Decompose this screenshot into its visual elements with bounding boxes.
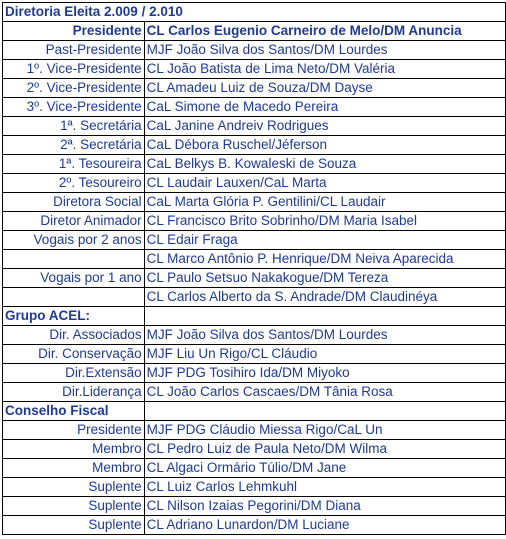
fiscal-row [3, 478, 506, 497]
name-cell: MJF PDG Cláudio Miessa Rigo/CaL Un [144, 421, 505, 440]
role-cell: 1ª. Secretária [3, 117, 145, 136]
name-cell: CL Luiz Carlos Lehmkuhl [144, 478, 505, 497]
empty-role-cell [3, 250, 145, 269]
role-cell: Vogais por 2 anos [3, 231, 145, 250]
role-cell: Dir.Liderança [3, 383, 145, 402]
role-cell: Suplente [3, 478, 145, 497]
board-row [3, 41, 506, 60]
empty-role-cell [3, 288, 145, 307]
name-cell: CL Marco Antônio P. Henrique/DM Neiva Aparecida [144, 250, 505, 269]
acel-row [3, 345, 506, 364]
name-cell: MJF PDG Tosihiro Ida/DM Miyoko [144, 364, 505, 383]
name-cell: CL Pedro Luiz de Paula Neto/DM Wilma [144, 440, 505, 459]
role-cell: 1ª. Tesoureira [3, 155, 145, 174]
board-row [3, 212, 506, 231]
empty-name-cell [144, 307, 505, 326]
board-row [3, 117, 506, 136]
name-cell: CaL Débora Ruschel/Jéferson [144, 136, 505, 155]
board-row [3, 98, 506, 117]
board-row [3, 22, 506, 41]
name-cell: CL Algaci Ormário Túlio/DM Jane [144, 459, 505, 478]
role-cell: Dir.Extensão [3, 364, 145, 383]
role-cell: 3º. Vice-Presidente [3, 98, 145, 117]
name-cell: CL Francisco Brito Sobrinho/DM Maria Isabel [144, 212, 505, 231]
vogais-2-row [3, 231, 506, 250]
fiscal-row [3, 459, 506, 478]
role-cell: Dir. Associados [3, 326, 145, 345]
role-cell: Dir. Conservação [3, 345, 145, 364]
role-cell: Suplente [3, 516, 145, 535]
name-cell: CaL Belkys B. Kowaleski de Souza [144, 155, 505, 174]
name-cell: MJF João Silva dos Santos/DM Lourdes [144, 41, 505, 60]
role-cell: Suplente [3, 497, 145, 516]
name-cell: CL Amadeu Luiz de Souza/DM Dayse [144, 79, 505, 98]
role-cell: 1º. Vice-Presidente [3, 60, 145, 79]
role-cell: Membro [3, 440, 145, 459]
board-row [3, 136, 506, 155]
vogais-1-row [3, 288, 506, 307]
acel-row [3, 383, 506, 402]
vogais-2-row [3, 250, 506, 269]
vogais-1-row [3, 269, 506, 288]
board-row [3, 79, 506, 98]
fiscal-row [3, 516, 506, 535]
role-cell: 2º. Tesoureiro [3, 174, 145, 193]
fiscal-row [3, 440, 506, 459]
role-cell: Diretor Animador [3, 212, 145, 231]
fiscal-heading-row [3, 402, 506, 421]
role-cell: 2ª. Secretária [3, 136, 145, 155]
name-cell: CL João Carlos Cascaes/DM Tânia Rosa [144, 383, 505, 402]
board-table-body [3, 3, 506, 535]
role-cell: Presidente [3, 421, 145, 440]
name-cell: CL Nilson Izaias Pegorini/DM Diana [144, 497, 505, 516]
name-cell: CL Adriano Lunardon/DM Luciane [144, 516, 505, 535]
fiscal-row [3, 421, 506, 440]
name-cell: CL Carlos Eugenio Carneiro de Melo/DM Anuncia [144, 22, 505, 41]
title-row [3, 3, 506, 22]
section-heading: Grupo ACEL: [3, 307, 145, 326]
name-cell: CL Paulo Setsuo Nakakogue/DM Tereza [144, 269, 505, 288]
name-cell: CaL Janine Andreiv Rodrigues [144, 117, 505, 136]
empty-name-cell [144, 402, 505, 421]
sheet-title: Diretoria Eleita 2.009 / 2.010 [3, 3, 506, 22]
name-cell: MJF João Silva dos Santos/DM Lourdes [144, 326, 505, 345]
fiscal-row [3, 497, 506, 516]
board-row [3, 155, 506, 174]
role-cell: Membro [3, 459, 145, 478]
board-row [3, 174, 506, 193]
name-cell: MJF Liu Un Rigo/CL Cláudio [144, 345, 505, 364]
acel-heading-row [3, 307, 506, 326]
role-cell: Past-Presidente [3, 41, 145, 60]
board-row [3, 60, 506, 79]
role-cell: Diretora Social [3, 193, 145, 212]
role-cell: Vogais por 1 ano [3, 269, 145, 288]
role-cell: Presidente [3, 22, 145, 41]
acel-row [3, 326, 506, 345]
name-cell: CL Edair Fraga [144, 231, 505, 250]
board-table [2, 2, 506, 535]
name-cell: CaL Simone de Macedo Pereira [144, 98, 505, 117]
acel-row [3, 364, 506, 383]
section-heading: Conselho Fiscal [3, 402, 145, 421]
name-cell: CaL Marta Glória P. Gentilini/CL Laudair [144, 193, 505, 212]
name-cell: CL Carlos Alberto da S. Andrade/DM Claudinéya [144, 288, 505, 307]
role-cell: 2º. Vice-Presidente [3, 79, 145, 98]
name-cell: CL Laudair Lauxen/CaL Marta [144, 174, 505, 193]
name-cell: CL João Batista de Lima Neto/DM Valéria [144, 60, 505, 79]
board-row [3, 193, 506, 212]
